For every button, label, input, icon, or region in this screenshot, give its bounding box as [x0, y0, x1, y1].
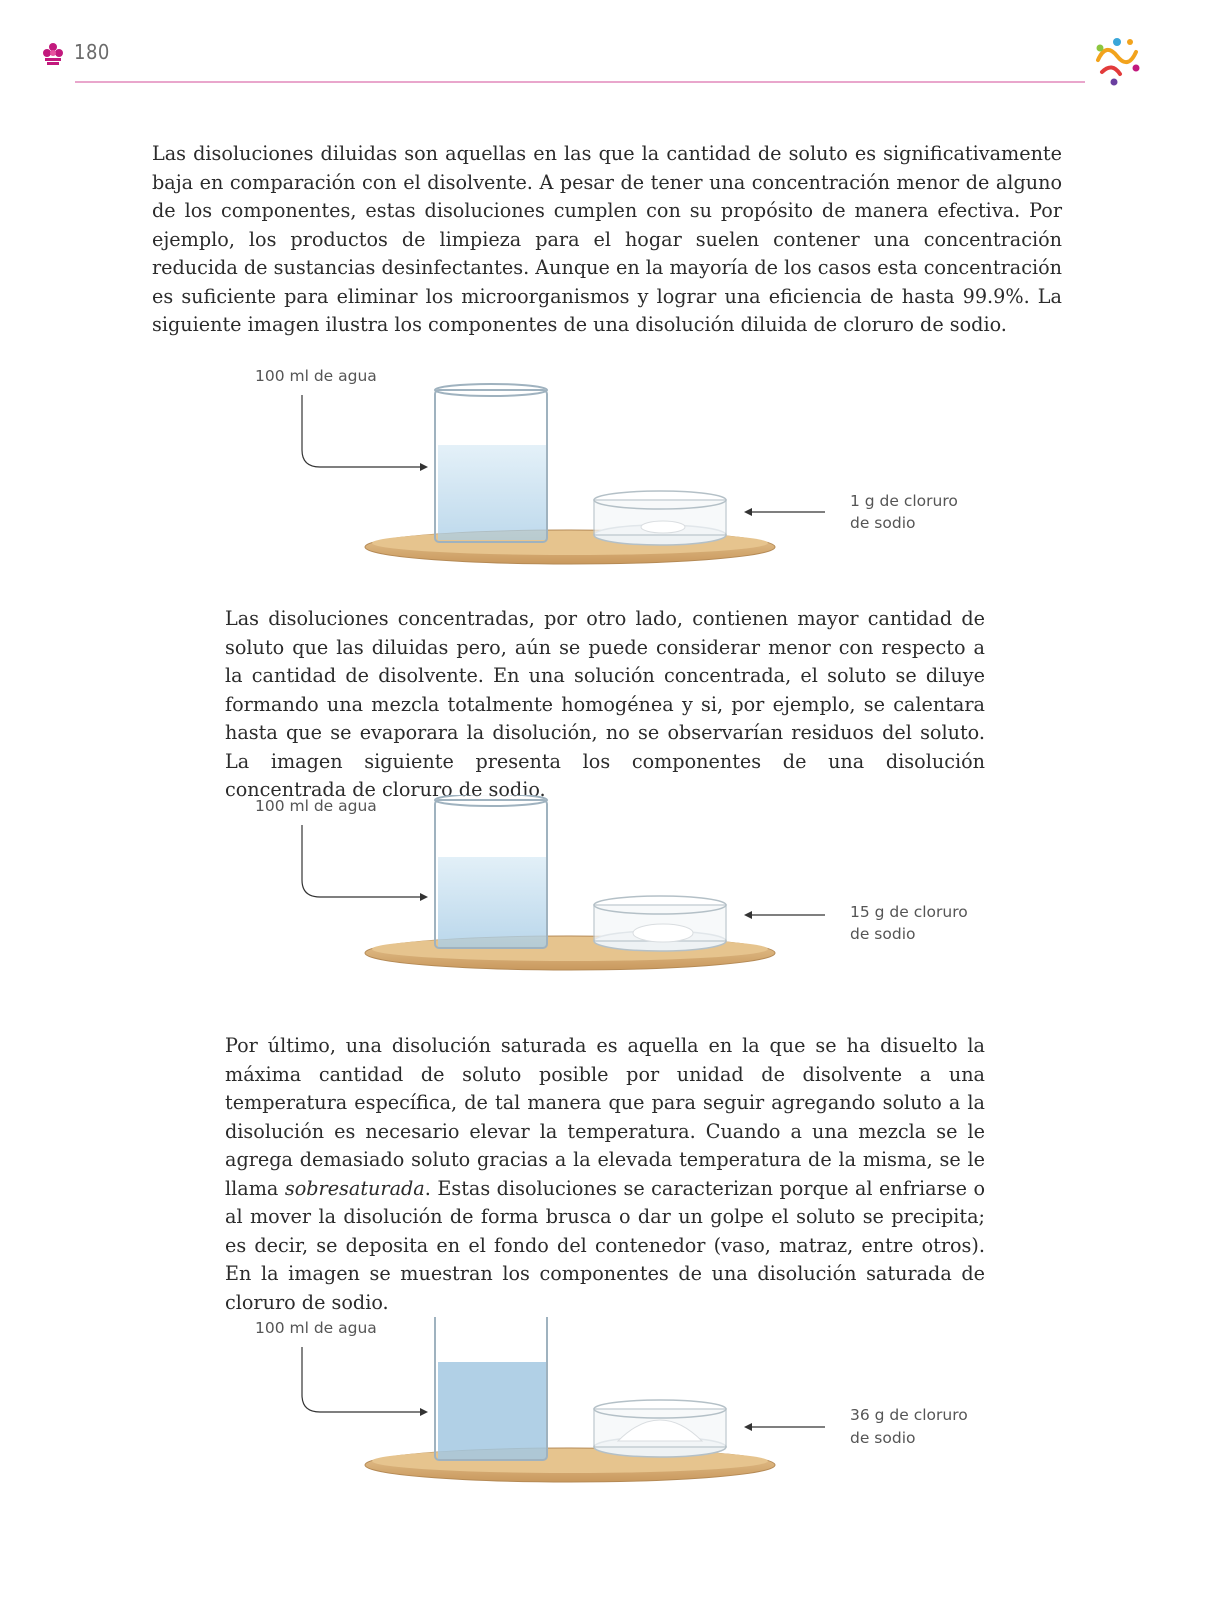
- paragraph-diluted: Las disoluciones diluidas son aquellas en las que la cantidad de soluto es significativamente baja en comparación con el disolvente. A pesar de tener una concentración menor de alguno de los componentes, estas disoluciones cumplen con su propósito de manera efectiva. Por ejemplo, los productos de limpieza para el hogar suelen contener una concentración reducida de sustancias desinfectantes. Aunque en la mayoría de los casos esta concentración es suficiente para eliminar los microorganismos y lograr una eficiencia de hasta 99.9%. La siguiente imagen ilustra los componentes de una disolución diluida de cloruro de sodio.: [152, 142, 1062, 336]
- salt-label-line1: 15 g de cloruro: [850, 903, 968, 921]
- paragraph-concentrated: Las disoluciones concentradas, por otro lado, contienen mayor cantidad de soluto que las diluidas pero, aún se puede considerar menor con respecto a la cantidad de disolvente. En una solución concentrada, el soluto se diluye formando una mezcla totalmente homogénea y si, por ejemplo, se calentara hasta que se evaporara la disolución, no se observarían residuos del soluto. La imagen siguiente presenta los componentes de una disolución concentrada de cloruro de sodio.: [225, 607, 985, 801]
- figure-saturated-solution: [240, 1317, 980, 1537]
- salt-label-line1: 36 g de cloruro: [850, 1406, 968, 1424]
- diluted-solution-illustration: [240, 365, 980, 585]
- paragraph-saturated-text-1: Por último, una disolución saturada es aquella en la que se ha disuelto la máxima cantidad de soluto posible por unidad de disolvente a una temperatura específica, de tal manera que para seguir agregando soluto a la disolución es necesario elevar la temperatura. Cuando a una mezcla se le agrega demasiado soluto gracias a la elevada temperatura de la misma, se le llama: [225, 1034, 985, 1200]
- water-label: 100 ml de agua: [255, 797, 377, 815]
- salt-label-line2: de sodio: [850, 1429, 916, 1447]
- salt-label-line2: de sodio: [850, 925, 916, 943]
- page-number: 180: [74, 40, 110, 64]
- decorative-flower-icon: [40, 40, 66, 68]
- water-label: 100 ml de agua: [255, 1319, 377, 1337]
- header-divider: [75, 81, 1085, 83]
- salt-label-line2: de sodio: [850, 514, 916, 532]
- figure-diluted-solution: [240, 365, 980, 585]
- paragraph-saturated: [225, 1032, 985, 1317]
- colorful-logo-icon: [1088, 34, 1146, 86]
- term-sobresaturada: sobresaturada: [284, 1176, 425, 1200]
- figure-concentrated-solution: [240, 795, 980, 1015]
- water-label: 100 ml de agua: [255, 367, 377, 385]
- paragraph-saturated-text-2: . Estas disoluciones se caracterizan porque al enfriarse o al mover la disolución de forma brusca o dar un golpe el soluto se precipita; es decir, se deposita en el fondo del contenedor (vaso, matraz, entre otros). En la imagen se muestran los componentes de una disolución saturada de cloruro de sodio.: [225, 1176, 986, 1314]
- salt-label-line1: 1 g de cloruro: [850, 492, 958, 510]
